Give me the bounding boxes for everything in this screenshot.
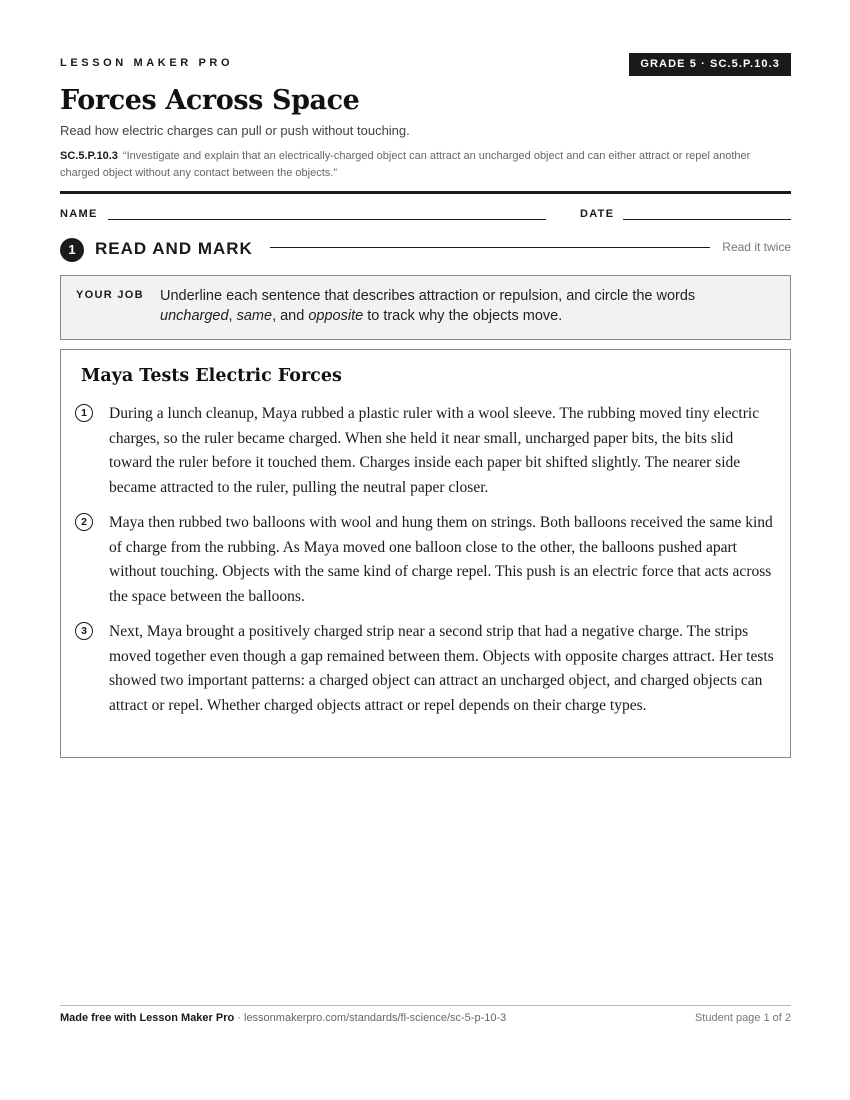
paragraph-number-badge: 3 (75, 622, 93, 640)
job-text-part: Underline each sentence that describes attraction or repulsion, and circle the words (160, 288, 696, 304)
standard-text: “Investigate and explain that an electrically-charged object can attract an uncharged object and can either attract or repel another charged object without any contact between the objects.” (60, 150, 751, 179)
page-subtitle: Read how electric charges can pull or push without touching. (60, 123, 410, 138)
paragraph-text[interactable]: During a lunch cleanup, Maya rubbed a plastic ruler with a wool sleeve. The rubbing moved tiny electric charges, so the ruler became charged. When she held it near small, uncharged paper bits, the bits slid toward the ruler before it touched them. Charges inside each paper bit shifted slightly. The nearer side became attracted to the ruler, pulling the neutral paper closer. (109, 405, 760, 496)
page-title: Forces Across Space (60, 85, 360, 116)
paragraph-text[interactable]: Next, Maya brought a positively charged strip near a second strip that had a negative charge. The strips moved together even though a gap remained between them. Objects with opposite charges attract. Her tests showed two important patterns: a charged object can attract an uncharged object, and charged objects can attract or repel. Whether charged objects attract or repel depends on their charge types. (109, 623, 774, 714)
grade-badge: GRADE 5 · SC.5.P.10.3 (629, 53, 791, 76)
name-label: NAME (60, 208, 98, 220)
your-job-box (60, 275, 791, 340)
footer-url[interactable]: · lessonmakerpro.com/standards/fl-science/sc-5-p-10-3 (234, 1012, 507, 1024)
section-divider (270, 247, 710, 248)
paragraph-number-badge: 1 (75, 404, 93, 422)
job-keyword-same: same (236, 308, 273, 324)
footer-made-with: Made free with Lesson Maker Pro (60, 1012, 235, 1024)
standard-code: SC.5.P.10.3 (60, 150, 118, 162)
job-keyword-uncharged: uncharged (160, 308, 229, 324)
date-label: DATE (580, 208, 615, 220)
job-text-part: , and (272, 308, 309, 324)
paragraph-number-badge: 2 (75, 513, 93, 531)
footer-credit (60, 1012, 506, 1024)
reading-title: Maya Tests Electric Forces (81, 366, 342, 386)
section-title: READ AND MARK (95, 239, 253, 258)
job-text-part: to track why the objects move. (363, 308, 563, 324)
reading-passage-box (60, 349, 791, 758)
date-field[interactable] (623, 219, 791, 220)
footer-divider (60, 1005, 791, 1006)
job-keyword-opposite: opposite (308, 308, 364, 324)
your-job-label: YOUR JOB (76, 289, 144, 301)
footer-page-number: Student page 1 of 2 (694, 1012, 791, 1024)
paragraph-text[interactable]: Maya then rubbed two balloons with wool and hung them on strings. Both balloons received the same kind of charge from the rubbing. As Maya moved one balloon close to the other, the balloons pushed apart without touching. Objects with the same kind of charge repel. This push is an electric force that acts across the space between the balloons. (109, 514, 773, 605)
job-text-part: , (228, 308, 237, 324)
section-number-badge: 1 (60, 238, 84, 262)
header-divider (60, 191, 791, 194)
brand-name: LESSON MAKER PRO (60, 57, 234, 69)
worksheet-page (60, 0, 791, 1100)
section-hint: Read it twice (722, 240, 791, 254)
name-field[interactable] (108, 219, 546, 220)
standard-statement (60, 148, 791, 182)
your-job-instructions (160, 286, 770, 326)
